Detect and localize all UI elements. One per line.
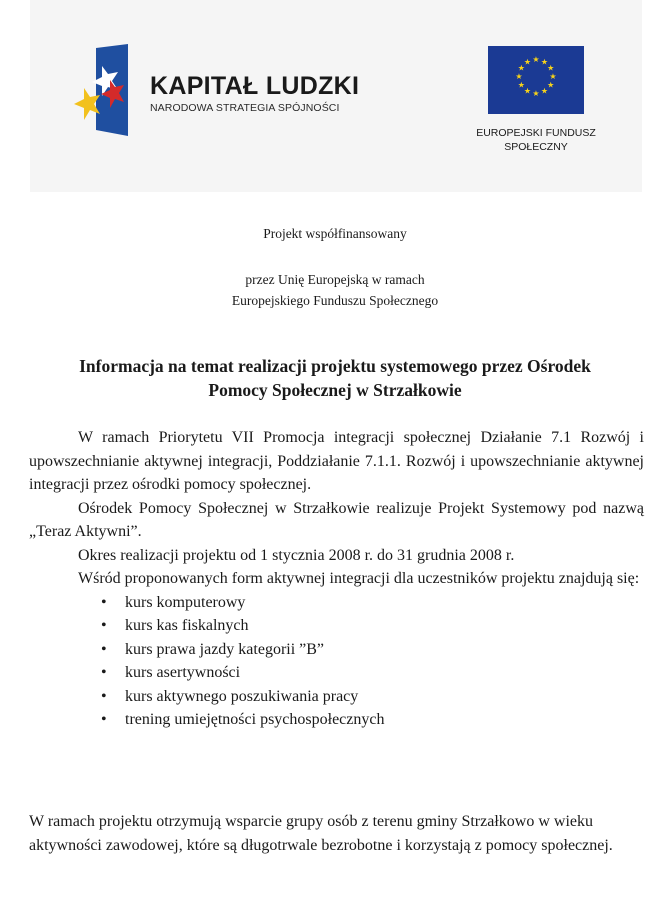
- integration-forms-list: [29, 591, 644, 732]
- svg-text:★: ★: [549, 72, 557, 81]
- list-item: [29, 685, 644, 709]
- list-item-text: kurs aktywnego poszukiwania pracy: [125, 687, 359, 705]
- svg-text:★: ★: [540, 57, 549, 67]
- svg-text:★: ★: [532, 89, 540, 98]
- svg-text:★: ★: [547, 80, 555, 90]
- cofinancing-line1: Projekt współfinansowany: [263, 226, 407, 241]
- list-item-text: kurs komputerowy: [125, 593, 246, 611]
- list-item-text: kurs kas fiskalnych: [125, 617, 249, 634]
- eu-caption-line2: SPOŁECZNY: [504, 141, 568, 153]
- svg-text:★: ★: [547, 63, 555, 73]
- bullet-icon: •: [101, 687, 107, 705]
- svg-text:★: ★: [532, 55, 540, 64]
- svg-text:★: ★: [517, 63, 525, 73]
- closing-paragraph: W ramach projektu otrzymują wsparcie grupy osób z terenu gminy Strzałkowo w wieku aktywności zawodowej, które są długotrwale bezrobotne i korzystają z pomocy społecznej.: [29, 813, 613, 854]
- kapital-ludzki-logo-icon: [72, 44, 132, 136]
- svg-text:★: ★: [540, 86, 549, 96]
- kapital-ludzki-title: KAPITAŁ LUDZKI: [150, 72, 360, 100]
- svg-text:★: ★: [523, 86, 532, 96]
- svg-text:★: ★: [523, 57, 532, 67]
- list-item-text: trening umiejętności psychospołecznych: [125, 711, 385, 728]
- bullet-icon: •: [101, 664, 107, 681]
- paragraph-project-name: Ośrodek Pomocy Społecznej w Strzałkowie realizuje Projekt Systemowy pod nazwą „Teraz Aktywni”.: [29, 499, 644, 540]
- bullet-icon: •: [101, 617, 107, 634]
- cofinancing-line3: Europejskiego Funduszu Społecznego: [231, 293, 439, 308]
- eu-flag-icon: [488, 46, 584, 114]
- cofinancing-line2: przez Unię Europejską w ramach: [245, 272, 425, 287]
- list-item-text: kurs prawa jazdy kategorii ”B”: [125, 640, 325, 658]
- paragraph-priority: W ramach Priorytetu VII Promocja integracji społecznej Działanie 7.1 Rozwój i upowszechnianie aktywnej integracji, Poddziałanie 7.1.1. Rozwój i upowszechnianie aktywnej integracji przez ośrodki pomocy społecznej.: [29, 429, 644, 493]
- document-body: [29, 426, 644, 732]
- eu-fund-caption: [466, 126, 606, 154]
- list-item: [29, 661, 644, 685]
- eu-caption-line1: EUROPEJSKI FUNDUSZ: [476, 127, 596, 139]
- bullet-icon: •: [101, 593, 107, 611]
- list-item: [29, 708, 644, 732]
- svg-text:★: ★: [517, 80, 525, 90]
- bullet-icon: •: [101, 711, 107, 728]
- document-title: [20, 354, 650, 402]
- paragraph-period: Okres realizacji projektu od 1 stycznia 2008 r. do 31 grudnia 2008 r.: [78, 546, 515, 564]
- paragraph-forms-intro: Wśród proponowanych form aktywnej integracji dla uczestników projektu znajdują się:: [78, 570, 640, 587]
- kapital-ludzki-subtitle: NARODOWA STRATEGIA SPÓJNOŚCI: [150, 102, 340, 114]
- list-item: [29, 638, 644, 662]
- bullet-icon: •: [101, 640, 107, 658]
- title-line2: Pomocy Społecznej w Strzałkowie: [208, 380, 462, 400]
- title-line1: Informacja na temat realizacji projektu systemowego przez Ośrodek: [79, 356, 591, 376]
- kapital-ludzki-wordmark: [150, 72, 359, 114]
- svg-text:★: ★: [515, 72, 523, 81]
- list-item: [29, 591, 644, 615]
- list-item-text: kurs asertywności: [125, 664, 241, 681]
- list-item: [29, 614, 644, 638]
